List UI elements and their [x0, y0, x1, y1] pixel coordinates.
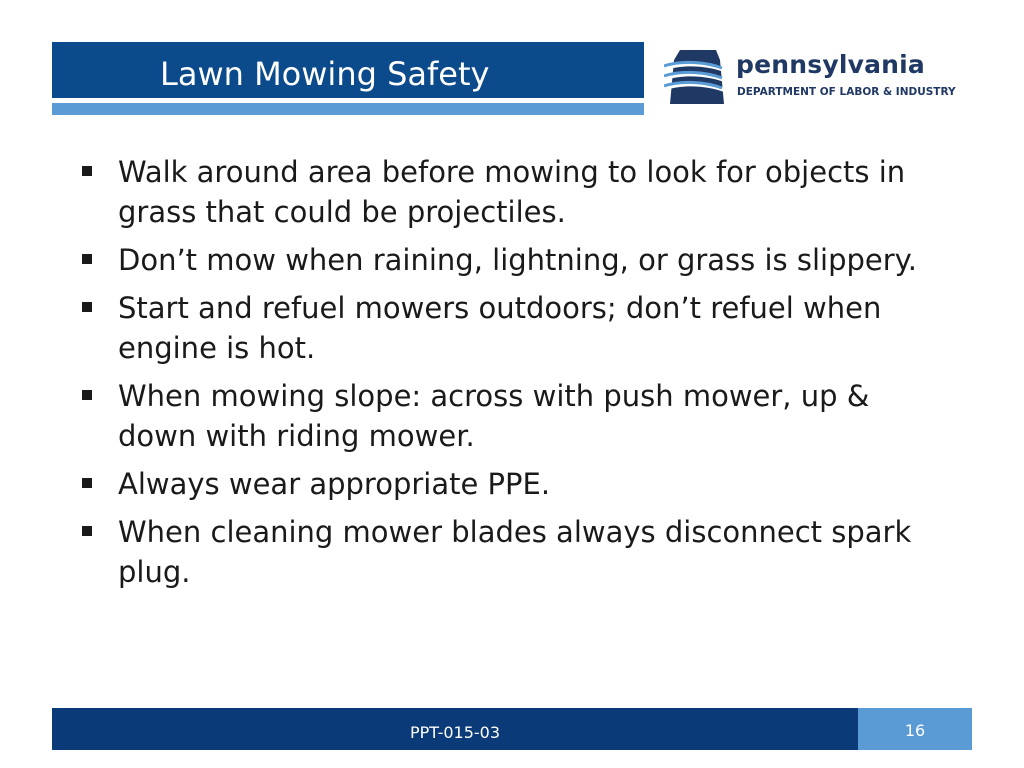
bullet-text: Always wear appropriate PPE.: [118, 467, 551, 501]
bullet-item: [78, 152, 938, 232]
keystone-logo-icon: [664, 46, 728, 108]
bullet-list: [78, 152, 938, 600]
title-underline: [52, 103, 644, 115]
bullet-item: [78, 464, 938, 504]
square-bullet-icon: [82, 254, 92, 264]
bullet-item: [78, 240, 938, 280]
square-bullet-icon: [82, 478, 92, 488]
bullet-text: Don’t mow when raining, lightning, or grass is slippery.: [118, 243, 917, 277]
square-bullet-icon: [82, 526, 92, 536]
bullet-item: [78, 376, 938, 456]
footer-bar: [52, 708, 858, 750]
bullet-item: [78, 288, 938, 368]
bullet-text: Start and refuel mowers outdoors; don’t refuel when engine is hot.: [118, 291, 882, 365]
slide-title: Lawn Mowing Safety: [160, 55, 490, 93]
square-bullet-icon: [82, 166, 92, 176]
logo-name: pennsylvania: [736, 50, 925, 79]
logo-subtitle: DEPARTMENT OF LABOR & INDUSTRY: [737, 86, 956, 98]
pa-logo: [664, 46, 984, 112]
bullet-text: When mowing slope: across with push mower, up & down with riding mower.: [118, 379, 870, 453]
bullet-item: [78, 512, 938, 592]
page-number-box: [858, 708, 972, 750]
bullet-text: When cleaning mower blades always disconnect spark plug.: [118, 515, 912, 589]
bullet-text: Walk around area before mowing to look for objects in grass that could be projectiles.: [118, 155, 906, 229]
document-code: PPT-015-03: [409, 723, 501, 742]
page-number: 16: [904, 721, 926, 740]
square-bullet-icon: [82, 302, 92, 312]
square-bullet-icon: [82, 390, 92, 400]
